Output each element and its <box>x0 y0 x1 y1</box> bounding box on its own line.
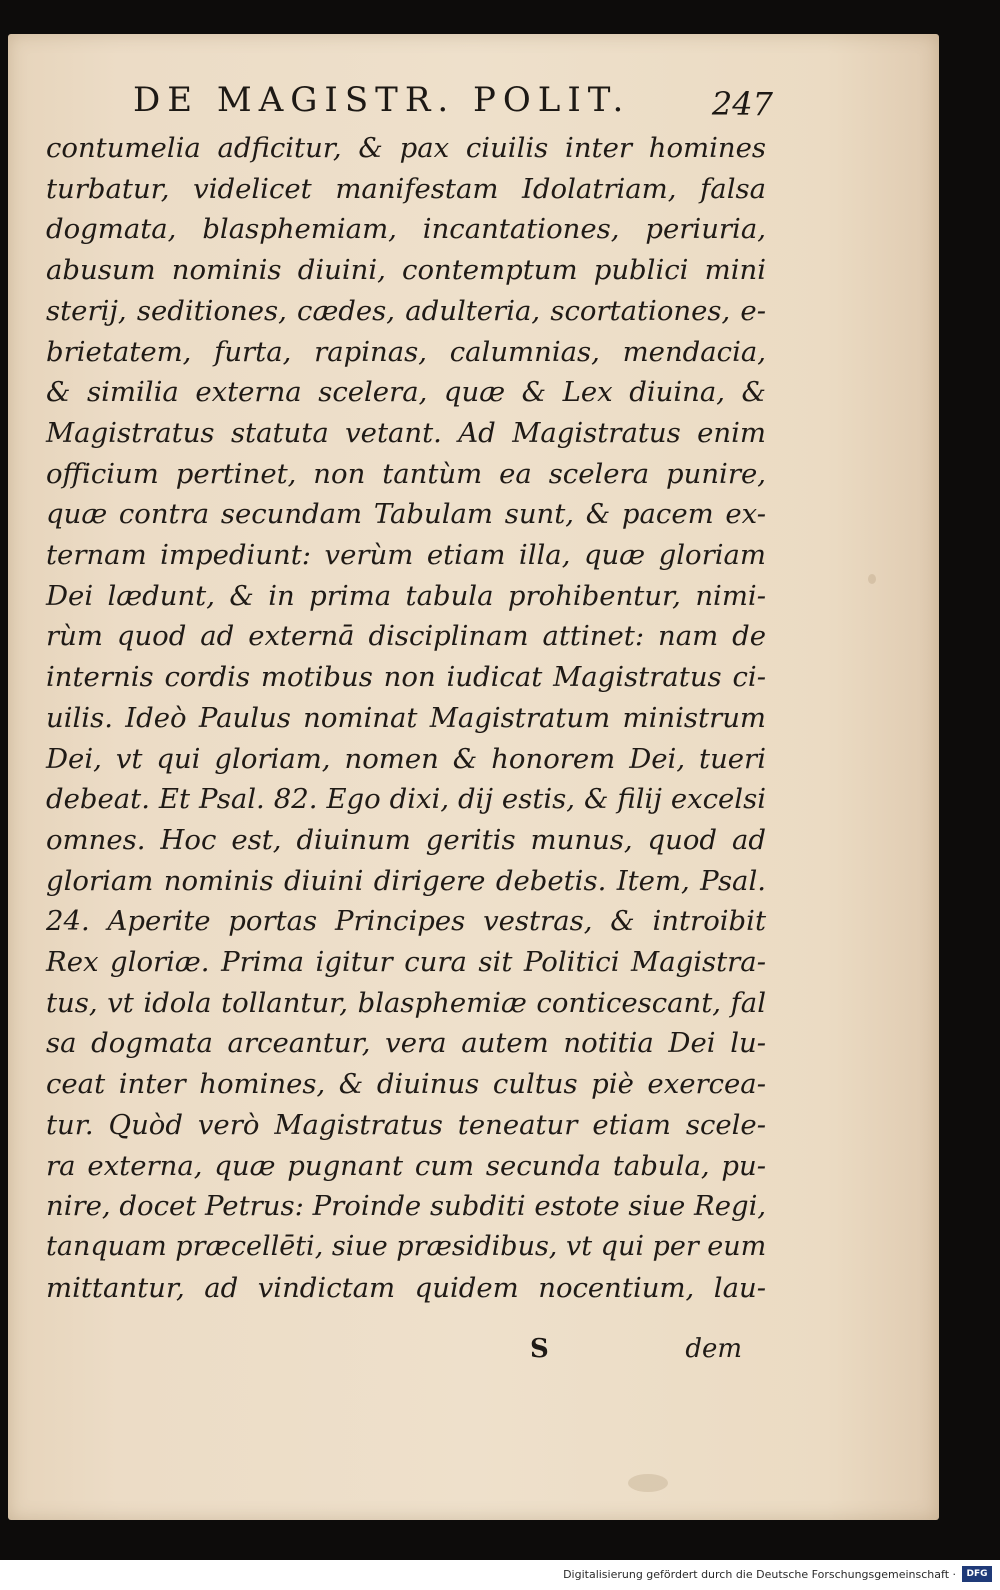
text-line: debeat. Et Psal. 82. Ego dixi, dij estis, & filij excelsi <box>46 783 766 816</box>
text-line: Dei lædunt, & in prima tabula prohibentur, nimi- <box>46 579 766 612</box>
funding-credit: Digitalisierung gefördert durch die Deutsche Forschungsgemeinschaft · <box>563 1568 956 1581</box>
text-line: mittantur, ad vindictam quidem nocentium, lau- <box>46 1271 766 1304</box>
text-line: ternam impediunt: verùm etiam illa, quæ gloriam <box>46 539 766 572</box>
text-line: Dei, vt qui gloriam, nomen & honorem Dei, tueri <box>46 742 766 775</box>
text-line: ra externa, quæ pugnant cum secunda tabula, pu- <box>46 1149 766 1182</box>
dfg-logo: DFG <box>962 1566 992 1582</box>
text-line: Magistratus statuta vetant. Ad Magistratus enim <box>46 416 766 449</box>
text-line: rùm quod ad externā disciplinam attinet: nam de <box>46 620 766 653</box>
text-line: sa dogmata arceantur, vera autem notitia Dei lu- <box>46 1027 766 1060</box>
text-line: ceat inter homines, & diuinus cultus piè exercea- <box>46 1068 766 1101</box>
text-line: uilis. Ideò Paulus nominat Magistratum ministrum <box>46 701 766 734</box>
body-text <box>46 128 766 1308</box>
text-line: dogmata, blasphemiam, incantationes, periuria, <box>46 213 766 246</box>
text-line: Rex gloriæ. Prima igitur cura sit Politici Magistra- <box>46 946 766 979</box>
text-line: officium pertinet, non tantùm ea scelera punire, <box>46 457 766 490</box>
catchword: dem <box>685 1334 742 1364</box>
text-line: turbatur, videlicet manifestam Idolatriam, falsa <box>46 172 766 205</box>
text-line: internis cordis motibus non iudicat Magistratus ci- <box>46 661 766 694</box>
text-line: nire, docet Petrus: Proinde subditi estote siue Regi, <box>46 1190 767 1223</box>
text-line: tus, vt idola tollantur, blasphemiæ conticescant, fal <box>46 986 766 1019</box>
signature-mark: S <box>530 1334 549 1364</box>
paper-stain <box>628 1474 668 1492</box>
text-line: sterij, seditiones, cædes, adulteria, scortationes, e- <box>46 294 766 327</box>
text-line: abusum nominis diuini, contemptum publici mini <box>46 254 766 287</box>
text-line: tur. Quòd verò Magistratus teneatur etiam scele- <box>46 1108 766 1141</box>
text-line: brietatem, furta, rapinas, calumnias, mendacia, <box>46 335 766 368</box>
page-header <box>133 72 773 128</box>
page-number: 247 <box>711 85 773 123</box>
page-footer <box>46 1334 766 1374</box>
credit-bar <box>0 1560 1000 1590</box>
text-line: gloriam nominis diuini dirigere debetis. Item, Psal. <box>46 864 766 897</box>
book-page <box>8 34 939 1520</box>
running-title: DE MAGISTR. POLIT. <box>133 80 631 120</box>
text-line: omnes. Hoc est, diuinum geritis munus, quod ad <box>46 823 766 856</box>
text-line: tanquam præcellēti, siue præsidibus, vt qui per eum <box>46 1230 767 1262</box>
text-line: quæ contra secundam Tabulam sunt, & pacem ex- <box>46 498 766 531</box>
paper-stain <box>868 574 876 584</box>
text-line: contumelia adficitur, & pax ciuilis inter homines <box>46 132 766 164</box>
text-line: 24. Aperite portas Principes vestras, & introibit <box>46 905 766 938</box>
text-line: & similia externa scelera, quæ & Lex diuina, & <box>46 376 766 409</box>
